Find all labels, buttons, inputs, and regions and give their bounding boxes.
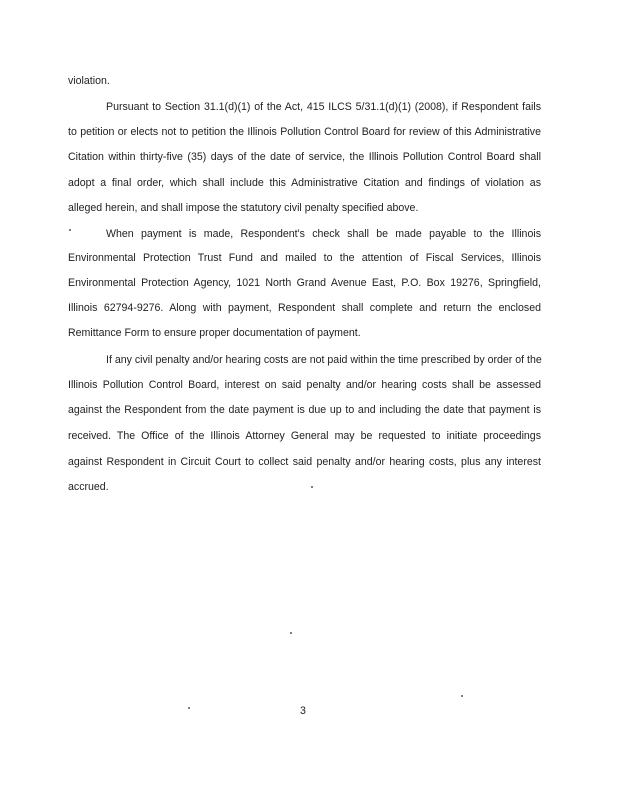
text-line: against Respondent in Circuit Court to collect said penalty and/or hearing costs, plus any interest [68,456,541,468]
text-line: received. The Office of the Illinois Attorney General may be requested to initiate proceedings [68,430,541,442]
text-line: Illinois Pollution Control Board, interest on said penalty and/or hearing costs shall be assessed [68,379,541,391]
scan-speck [69,229,71,231]
scan-speck [188,707,190,709]
scan-speck [311,486,313,488]
text-line: violation. [68,75,110,87]
text-line: against the Respondent from the date payment is due up to and including the date that payment is [68,404,541,416]
text-line: Citation within thirty-five (35) days of the date of service, the Illinois Pollution Control Board shall [68,151,541,163]
text-line: adopt a final order, which shall include this Administrative Citation and findings of violation as [68,177,541,189]
text-line: Environmental Protection Agency, 1021 North Grand Avenue East, P.O. Box 19276, Springfield, [68,277,541,289]
text-line: Remittance Form to ensure proper documentation of payment. [68,327,361,339]
scan-speck [290,632,292,634]
text-line: to petition or elects not to petition the Illinois Pollution Control Board for review of this Administrative [68,126,541,138]
text-line: If any civil penalty and/or hearing costs are not paid within the time prescribed by order of the [106,354,542,366]
text-line: When payment is made, Respondent's check shall be made payable to the Illinois [106,228,541,240]
page-number: 3 [300,705,306,717]
text-line: alleged herein, and shall impose the statutory civil penalty specified above. [68,202,419,214]
text-line: Pursuant to Section 31.1(d)(1) of the Act, 415 ILCS 5/31.1(d)(1) (2008), if Respondent fails [106,101,541,113]
text-line: Illinois 62794-9276. Along with payment, Respondent shall complete and return the enclosed [68,302,541,314]
text-line: Environmental Protection Trust Fund and mailed to the attention of Fiscal Services, Illinois [68,252,541,264]
scan-speck [461,695,463,697]
text-line: accrued. [68,481,109,493]
